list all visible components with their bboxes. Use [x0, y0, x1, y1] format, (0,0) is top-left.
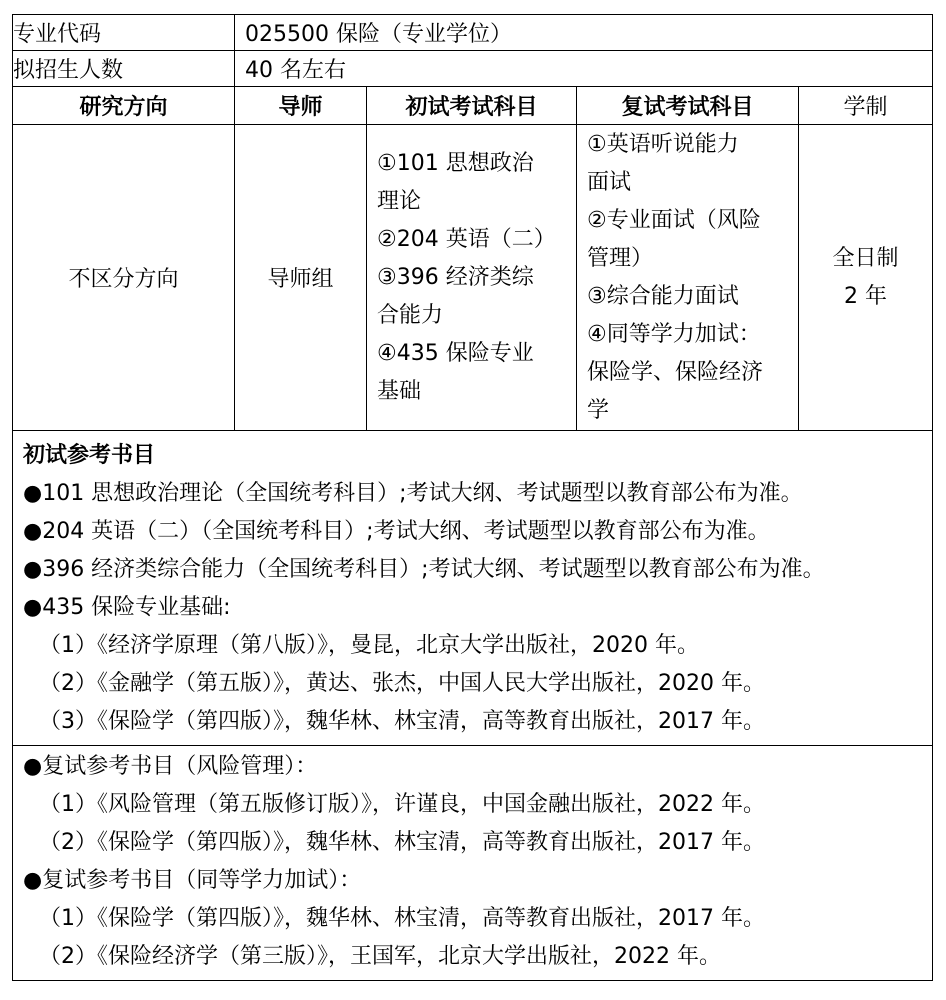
program-code-row: [13, 15, 933, 51]
retest-equiv-title: ●复试参考书目（同等学力加试）：: [23, 868, 362, 893]
initial-refs-title: 初试参考书目: [23, 443, 156, 468]
duration-cell: [799, 125, 933, 431]
enrollment-quota-row: [13, 51, 933, 87]
ref-line: ●101 思想政治理论（全国统考科目）;考试大纲、考试题型以教育部公布为准。: [23, 481, 803, 506]
initial-subject-line: 合能力: [377, 302, 444, 328]
initial-subject-line: ①101 思想政治: [377, 150, 534, 176]
ref-book: （1）《保险学（第四版）》，魏华林、林宝清，高等教育出版社，2017 年。: [39, 906, 765, 931]
duration-type: 全日制: [832, 245, 899, 271]
retest-subject-line: ②专业面试（风险: [587, 207, 761, 233]
program-table: [12, 14, 933, 981]
retest-subject-line: 保险学、保险经济: [587, 359, 764, 385]
program-document: [12, 14, 932, 989]
retest-risk-title: ●复试参考书目（风险管理）：: [23, 754, 318, 779]
ref-book: （1）《经济学原理（第八版）》，曼昆，北京大学出版社，2020 年。: [39, 633, 699, 658]
duration-years: 2 年: [844, 283, 888, 309]
header-retest-exam: 复试考试科目: [577, 87, 799, 125]
retest-subject-line: 面试: [587, 169, 632, 195]
ref-book: （2）《保险学（第四版）》，魏华林、林宝清，高等教育出版社，2017 年。: [39, 830, 765, 855]
header-tutor: 导师: [235, 87, 367, 125]
table-row: [13, 125, 933, 431]
header-duration: 学制: [799, 87, 933, 125]
retest-refs-row: [13, 746, 933, 981]
retest-refs-cell: [13, 746, 933, 981]
program-code-label: 专业代码: [13, 15, 235, 51]
program-code-value: 025500 保险（专业学位）: [235, 15, 933, 51]
ref-line: ●435 保险专业基础:: [23, 595, 231, 620]
initial-refs-cell: [13, 431, 933, 746]
initial-subjects-cell: [367, 125, 577, 431]
retest-subject-line: ④同等学力加试：: [587, 321, 761, 347]
ref-book: （2）《保险经济学（第三版）》，王国军，北京大学出版社，2022 年。: [39, 944, 721, 969]
initial-subject-line: 理论: [377, 188, 422, 214]
ref-book: （3）《保险学（第四版）》，魏华林、林宝清，高等教育出版社，2017 年。: [39, 709, 765, 734]
table-header-row: [13, 87, 933, 125]
research-direction: 不区分方向: [13, 125, 235, 431]
retest-subjects-cell: [577, 125, 799, 431]
initial-subject-line: ③396 经济类综: [377, 264, 534, 290]
initial-subject-line: 基础: [377, 378, 422, 404]
initial-subject-line: ④435 保险专业: [377, 340, 534, 366]
header-initial-exam: 初试考试科目: [367, 87, 577, 125]
ref-book: （2）《金融学（第五版）》，黄达、张杰，中国人民大学出版社，2020 年。: [39, 671, 765, 696]
ref-line: ●396 经济类综合能力（全国统考科目）;考试大纲、考试题型以教育部公布为准。: [23, 557, 825, 582]
ref-book: （1）《风险管理（第五版修订版）》，许谨良，中国金融出版社，2022 年。: [39, 792, 765, 817]
enrollment-quota-label: 拟招生人数: [13, 51, 235, 87]
retest-subject-line: 学: [587, 397, 610, 423]
initial-refs-row: [13, 431, 933, 746]
retest-subject-line: ③综合能力面试: [587, 283, 739, 309]
retest-subject-line: ①英语听说能力: [587, 131, 739, 157]
ref-line: ●204 英语（二）（全国统考科目）;考试大纲、考试题型以教育部公布为准。: [23, 519, 770, 544]
tutor-value: 导师组: [235, 125, 367, 431]
initial-subject-line: ②204 英语（二）: [377, 226, 556, 252]
header-direction: 研究方向: [13, 87, 235, 125]
retest-subject-line: 管理）: [587, 245, 654, 271]
enrollment-quota-value: 40 名左右: [235, 51, 933, 87]
